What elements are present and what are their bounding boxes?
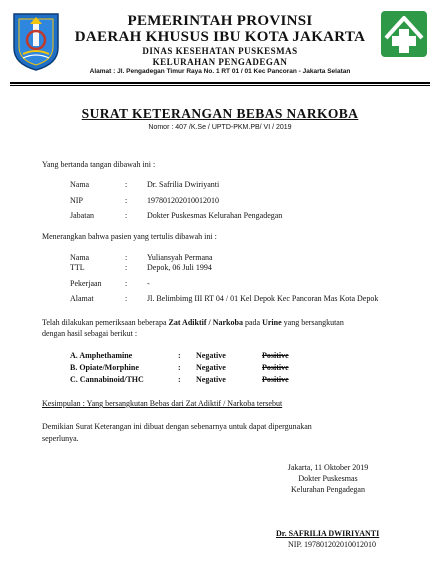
patient-name-value: Yuliansyah Permana bbox=[147, 253, 213, 262]
signer-position-value: Dokter Puskesmas Kelurahan Pengadegan bbox=[147, 211, 283, 220]
colon: : bbox=[125, 180, 128, 189]
colon: : bbox=[125, 211, 128, 220]
signer-nip-label: NIP bbox=[70, 196, 83, 205]
header-divider-thin bbox=[10, 85, 430, 86]
exam-text-3: yang bersangkutan bbox=[281, 318, 344, 327]
exam-sample: Urine bbox=[262, 318, 282, 327]
signer-name-label: Nama bbox=[70, 180, 90, 189]
intro-text-patient: Menerangkan bahwa pasien yang tertulis dibawah ini : bbox=[42, 232, 217, 241]
colon: : bbox=[125, 253, 128, 262]
result-struck-value: Positive bbox=[262, 351, 289, 360]
patient-birth-value: Depok, 06 Juli 1994 bbox=[147, 263, 212, 272]
patient-job-value: - bbox=[147, 279, 150, 288]
exam-statement bbox=[42, 318, 344, 327]
result-struck-value: Positive bbox=[262, 363, 289, 372]
result-name: C. Cannabinoid/THC bbox=[70, 375, 144, 384]
intro-text-signer: Yang bertanda tangan dibawah ini : bbox=[42, 160, 156, 169]
patient-name-label: Nama bbox=[70, 253, 90, 262]
signer-name-value: Dr. Safrilia Dwiriyanti bbox=[147, 180, 220, 189]
signature-place-date: Jakarta, 11 Oktober 2019 bbox=[287, 463, 369, 472]
result-value: Negative bbox=[196, 351, 226, 360]
header-divider bbox=[10, 82, 430, 84]
patient-job-label: Pekerjaan bbox=[70, 279, 102, 288]
result-struck-value: Positive bbox=[262, 375, 289, 384]
patient-address-label: Alamat bbox=[70, 294, 94, 303]
result-name: B. Opiate/Morphine bbox=[70, 363, 139, 372]
closing-text-2: seperlunya. bbox=[42, 434, 79, 443]
exam-text-1: Telah dilakukan pemeriksaan beberapa bbox=[42, 318, 169, 327]
patient-birth-label: TTL bbox=[70, 263, 85, 272]
signature-role-2: Kelurahan Pengadegan bbox=[291, 485, 365, 494]
signer-nip-value: 197801202010012010 bbox=[147, 196, 219, 205]
result-value: Negative bbox=[196, 363, 226, 372]
header-line-1: PEMERINTAH PROVINSI bbox=[127, 13, 313, 29]
exam-text-2: pada bbox=[242, 318, 263, 327]
header-line-4: KELURAHAN PENGADEGAN bbox=[152, 57, 288, 67]
result-name: A. Amphethamine bbox=[70, 351, 133, 360]
colon: : bbox=[125, 294, 128, 303]
header-address: Alamat : Jl. Pengadegan Timur Raya No. 1 RT 01 / 01 Kec Pancoran - Jakarta Selatan bbox=[89, 68, 351, 75]
document-title: SURAT KETERANGAN BEBAS NARKOBA bbox=[81, 106, 359, 121]
header-line-3: DINAS KESEHATAN PUSKESMAS bbox=[142, 46, 298, 56]
conclusion: Kesimpulan : Yang bersangkutan Bebas dari Zat Adiktif / Narkoba tersebut bbox=[42, 399, 283, 408]
signature-name: Dr. SAFRILIA DWIRIYANTI bbox=[276, 529, 380, 538]
signature-nip: NIP. 197801202010012010 bbox=[288, 540, 377, 549]
exam-substance: Zat Adiktif / Narkoba bbox=[168, 318, 243, 327]
signer-position-label: Jabatan bbox=[70, 211, 94, 220]
result-value: Negative bbox=[196, 375, 226, 384]
closing-text: Demikian Surat Keterangan ini dibuat dengan sebenarnya untuk dapat dipergunakan bbox=[42, 422, 312, 431]
colon: : bbox=[178, 363, 181, 372]
patient-address-value: Jl. Belimbimg III RT 04 / 01 Kel Depok Kec Pancoran Mas Kota Depok bbox=[147, 294, 379, 303]
document-number: Nomor : 407 /K.Se / UPTD-PKM.PB/ VI / 2019 bbox=[148, 124, 292, 131]
colon: : bbox=[125, 196, 128, 205]
exam-statement-line-2: dengan hasil sebagai berikut : bbox=[42, 329, 138, 338]
colon: : bbox=[125, 263, 128, 272]
colon: : bbox=[178, 375, 181, 384]
colon: : bbox=[178, 351, 181, 360]
header-line-2: DAERAH KHUSUS IBU KOTA JAKARTA bbox=[74, 29, 366, 45]
colon: : bbox=[125, 279, 128, 288]
signature-role: Dokter Puskesmas bbox=[298, 474, 358, 483]
